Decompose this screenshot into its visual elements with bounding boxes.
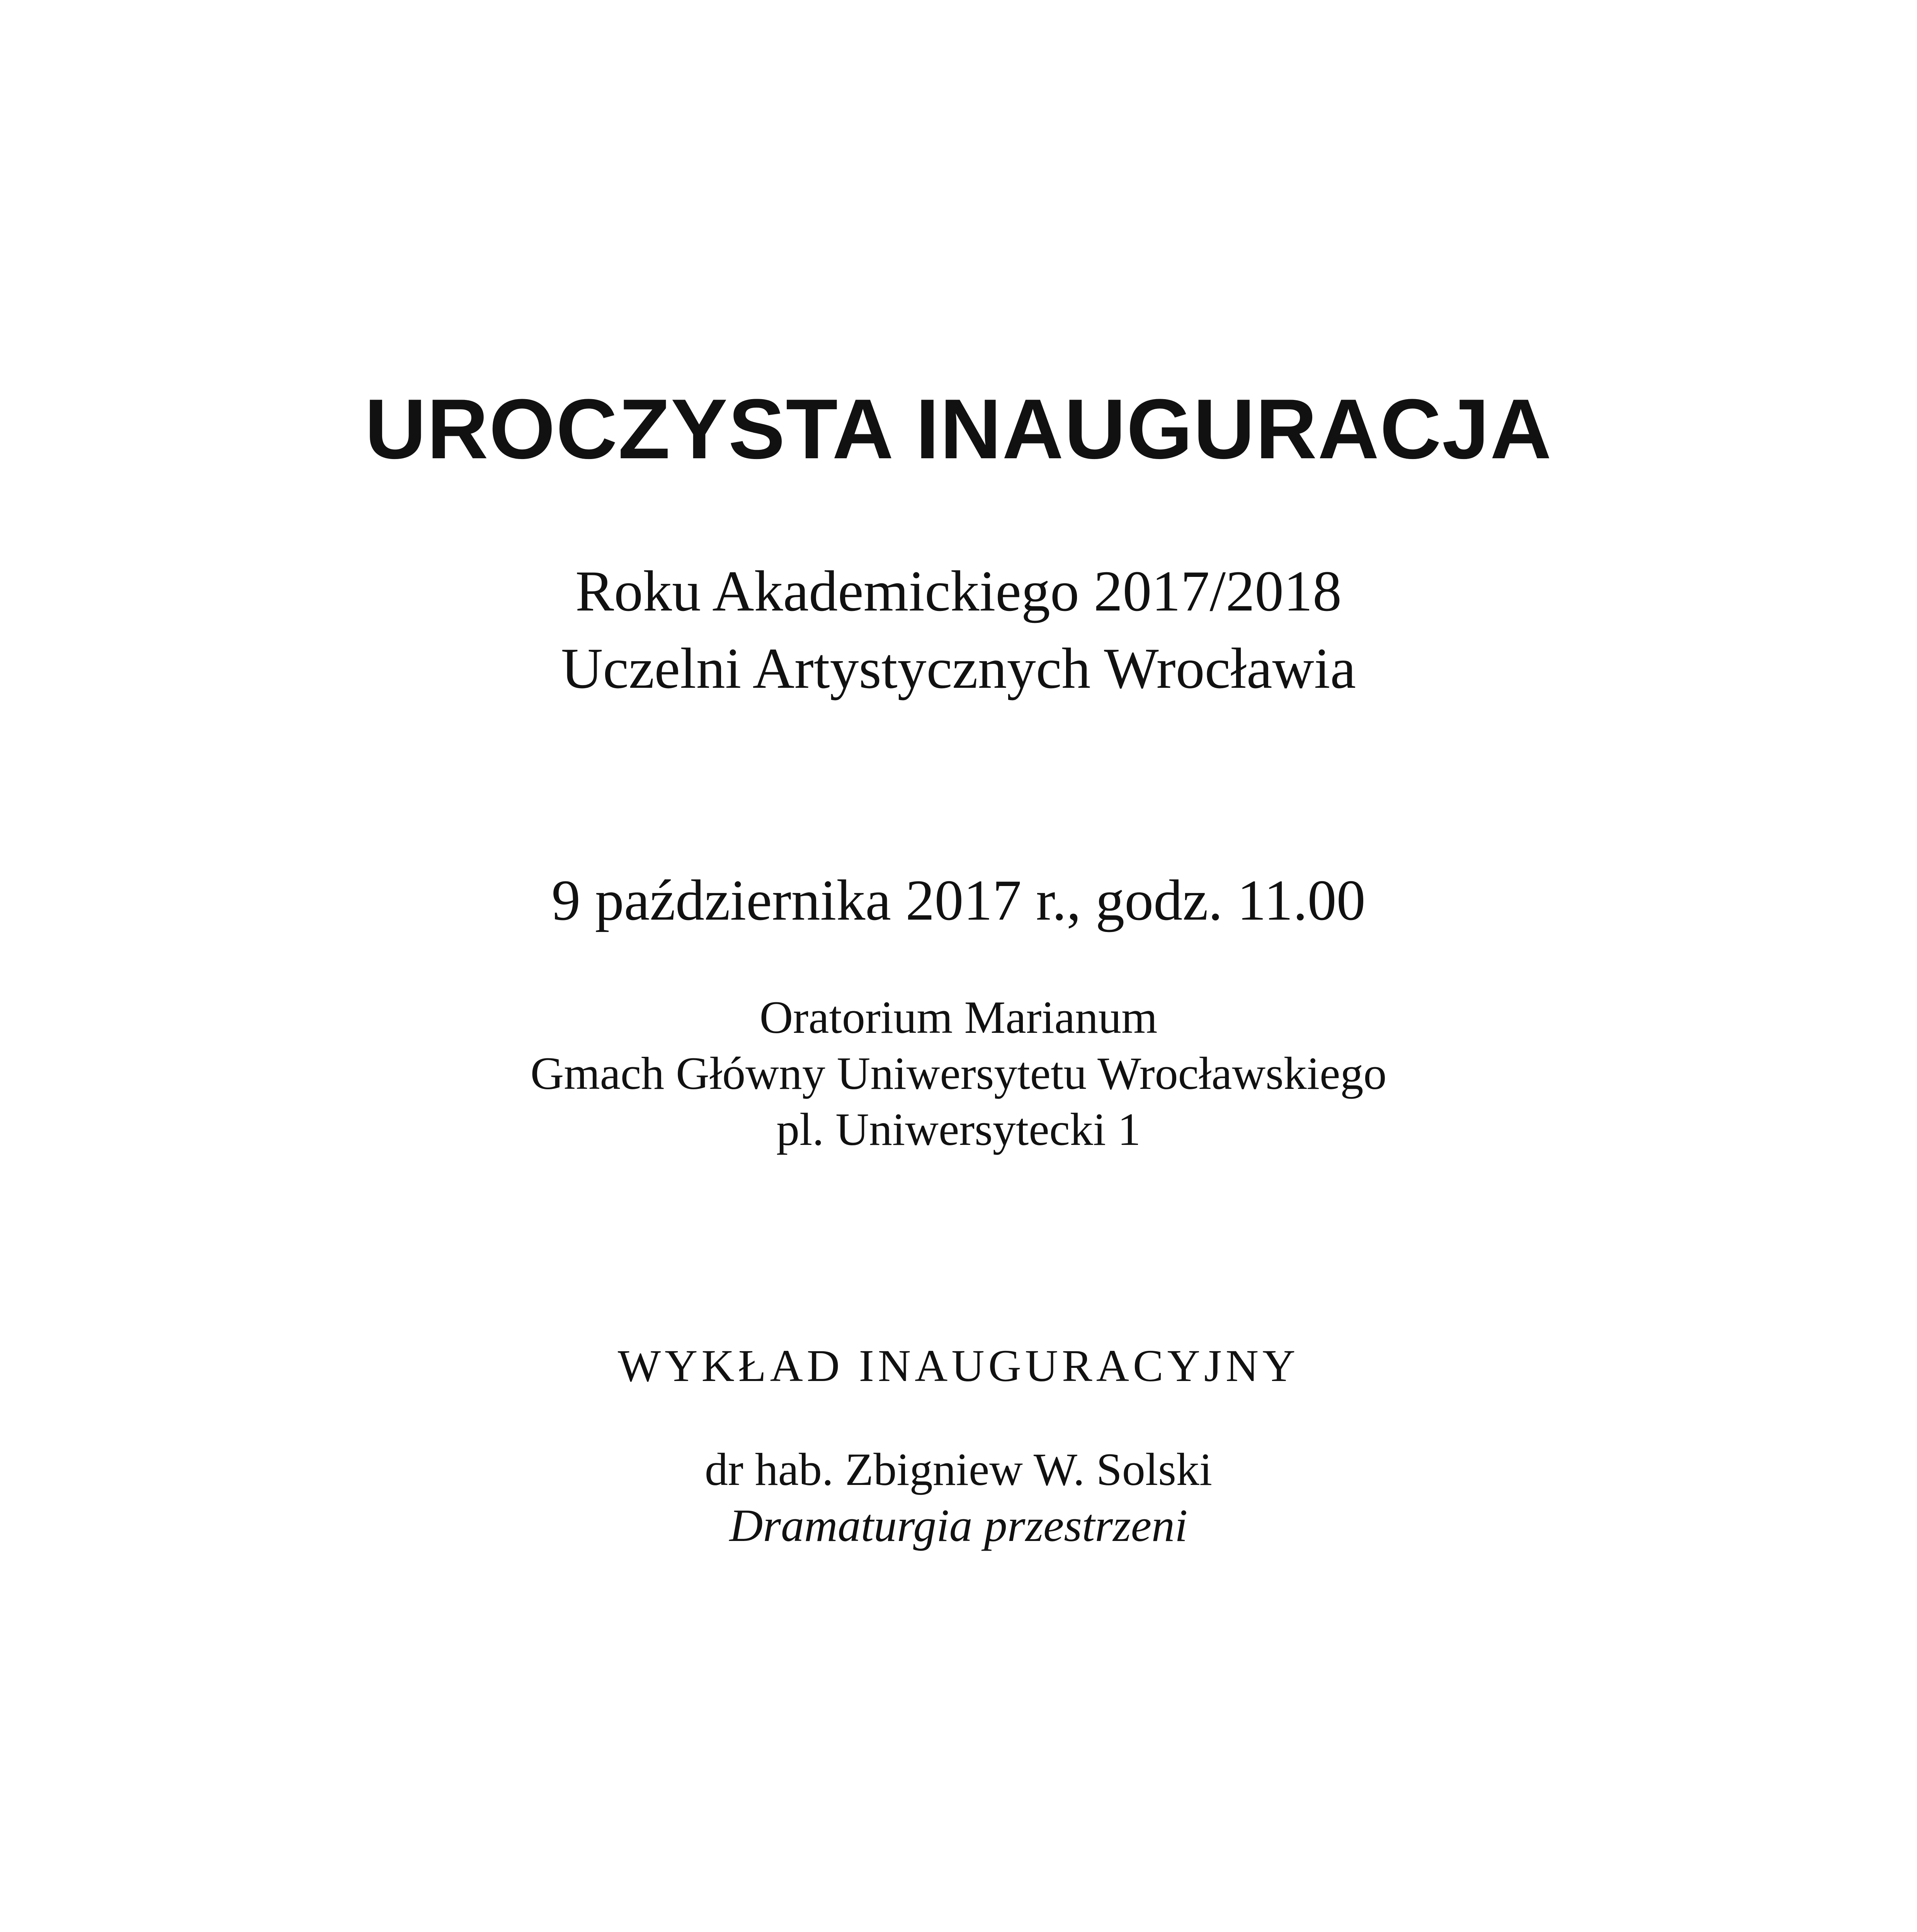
venue-address: pl. Uniwersytecki 1 <box>776 1104 1141 1155</box>
lecture-heading: WYKŁAD INAUGURACYJNY <box>617 1340 1300 1391</box>
lecture-speaker: dr hab. Zbigniew W. Solski <box>704 1444 1213 1495</box>
venue-hall: Oratorium Marianum <box>759 992 1158 1043</box>
venue-building: Gmach Główny Uniwersytetu Wrocławskiego <box>530 1048 1387 1099</box>
lecture-topic: Dramaturgia przestrzeni <box>729 1500 1188 1551</box>
event-date: 9 października 2017 r., godz. 11.00 <box>551 868 1366 932</box>
page-title: UROCZYSTA INAUGURACJA <box>364 381 1553 476</box>
venue <box>0 989 1917 1157</box>
subtitle <box>0 553 1917 707</box>
lecture-details <box>0 1441 1917 1553</box>
subtitle-line-universities: Uczelni Artystycznych Wrocławia <box>561 636 1356 701</box>
subtitle-line-academic-year: Roku Akademickiego 2017/2018 <box>575 559 1342 623</box>
